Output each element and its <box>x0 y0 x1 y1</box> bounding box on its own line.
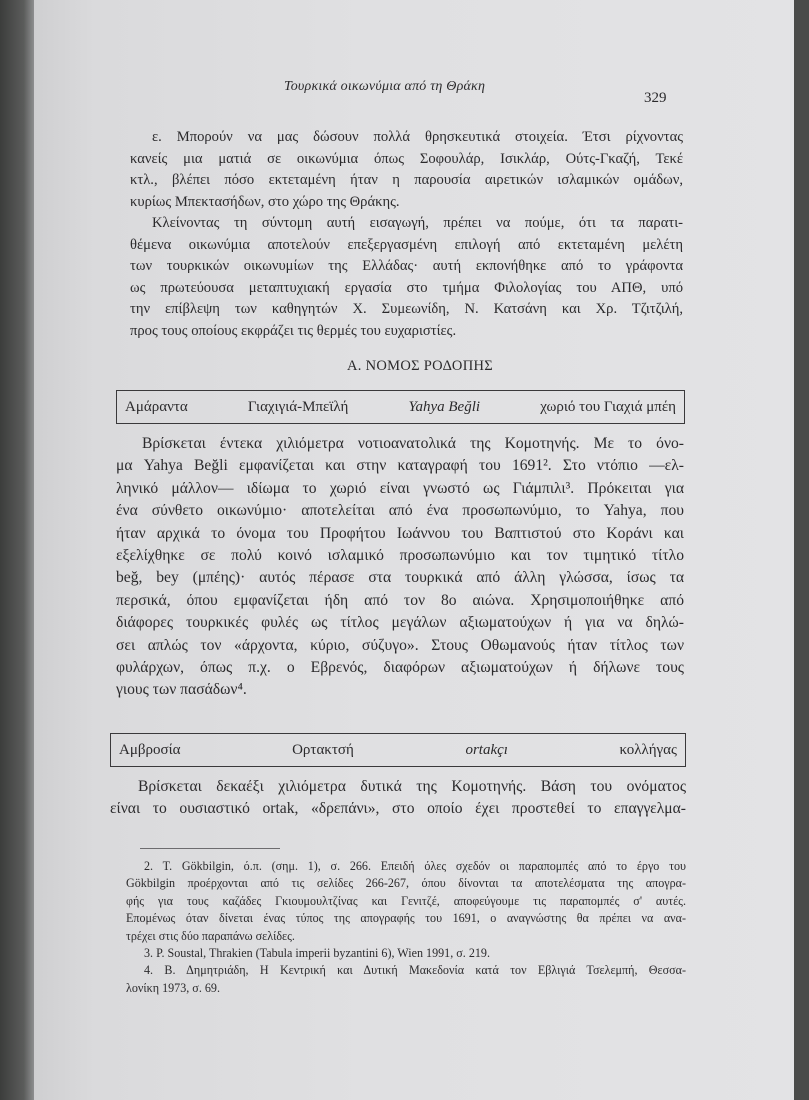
entry-2-body <box>110 776 686 821</box>
text-line: κτλ., βλέπει πόσο εκτεταμένη ήταν η παρουσία αιρετικών ισλαμικών ομάδων, <box>130 172 683 189</box>
footnote-separator <box>140 848 280 849</box>
footnote-line: Επομένως όταν δίνεται ένας τύπος της απογραφής του 1691, ο αναγνώστης θα πρέπει να ανα- <box>126 911 686 926</box>
section-title: Α. ΝΟΜΟΣ ΡΟΔΟΠΗΣ <box>347 358 493 374</box>
footnotes <box>126 858 686 997</box>
greek-transliteration: Γιαχιγιά-Μπεϊλή <box>247 398 349 415</box>
text-line: γιους των πασάδων⁴. <box>116 681 247 699</box>
text-line: Βρίσκεται έντεκα χιλιόμετρα νοτιοανατολικά της Κομοτηνής. Με το όνο- <box>142 435 684 452</box>
text-line: ληνικό μάλλον— ιδίωμα το χωριό είναι γνωστό ως Γιάμπιλι³. Πρόκειται για <box>116 479 684 497</box>
turkish-name: ortakçı <box>465 741 508 758</box>
text-line: Κλείνοντας τη σύντομη αυτή εισαγωγή, πρέπει να πούμε, ότι τα παρατι- <box>152 215 683 231</box>
text-line: ένα σύνθετο οικωνύμιο· αποτελείται από ένα προσωπωνύμιο, το Yahya, που <box>116 502 684 520</box>
running-head: Τουρκικά οικωνύμια από τη Θράκη <box>284 79 486 94</box>
page-number: 329 <box>644 90 667 106</box>
text-line: περσικά, όπου εμφανίζεται ήδη από τον 8ο αιώνα. Χρησιμοποιήθηκε από <box>116 591 684 609</box>
text-line: μα Yahya Beğli εμφανίζεται και στην καταγραφή του 1691². Στο ντόπιο —ελ- <box>116 457 684 475</box>
entry-header-box <box>116 390 685 424</box>
footnote-line: 4. Β. Δημητριάδη, Η Κεντρική και Δυτική Μακεδονία κατά τον Εβλιγιά Τσελεμπή, Θεσσα- <box>144 963 686 978</box>
entry-header-box <box>110 733 686 767</box>
intro-paragraph-1 <box>130 127 683 213</box>
text-line: εξελίχθηκε σε πολύ κοινό ισλαμικό προσωπωνύμιο και τον τιμητικό τίτλο <box>116 547 684 565</box>
text-line: είναι το ουσιαστικό ortak, «δρεπάνι», στο οποίο έχει προστεθεί το επαγγελμα- <box>110 800 686 818</box>
footnote-line: τρέχει στις δύο παραπάνω σελίδες. <box>126 928 295 943</box>
greek-transliteration: Ορτακτσή <box>292 741 354 758</box>
text-line: ως πρωτεύουσα μεταπτυχιακή εργασία στο τμήμα Φιλολογίας του ΑΠΘ, υπό <box>130 279 683 296</box>
modern-name: Αμάραντα <box>125 398 188 415</box>
turkish-name: Yahya Beğli <box>408 398 481 415</box>
modern-name: Αμβροσία <box>119 741 181 758</box>
text-line: θέμενα οικωνύμια αποτελούν επεξεργασμένη επιλογή από εκτεταμένη μελέτη <box>130 236 683 253</box>
text-line: σει απλώς τον «άρχοντα, κύριο, σύζυγο». Στους Οθωμανούς ήταν τίτλος των <box>116 636 684 654</box>
text-line: διάφορες τουρκικές φυλές ως τίτλος μεγάλων αξιωματούχων ή για να δηλώ- <box>116 614 684 632</box>
text-line: ήταν αρχικά το όνομα του Προφήτου Ιωάννου του Βαπτιστού στο Κοράνι και <box>116 524 684 542</box>
text-line: ε. Μπορούν να μας δώσουν πολλά θρησκευτικά στοιχεία. Έτσι ρίχνοντας <box>152 129 683 145</box>
intro-paragraph-2 <box>130 213 683 343</box>
text-line: Βρίσκεται δεκαέξι χιλιόμετρα δυτικά της Κομοτηνής. Βάση του ονόματος <box>138 778 686 795</box>
text-line: κανείς μια ματιά σε οικωνύμια όπως Σοφουλάρ, Ισικλάρ, Ούτς-Γκαζή, Τεκέ <box>130 150 683 167</box>
text-line: την επίβλεψη των καθηγητών Χ. Συμεωνίδη, Ν. Κατσάνη και Χρ. Τζιτζιλή, <box>130 301 683 318</box>
footnote-line: φής για τους καζάδες Γκιουμουλτζίνας και Γενιτζέ, αποφεύγουμε τις παραπομπές σ' αυτές. <box>126 893 686 908</box>
text-line: προς τους οποίους εκφράζει τις θερμές του ευχαριστίες. <box>130 322 457 339</box>
text-line: κυρίως Μπεκτασήδων, στο χώρο της Θράκης. <box>130 193 400 210</box>
text-line: των τουρκικών οικωνυμίων της Ελλάδας· αυτή εκπονήθηκε από το γράφοντα <box>130 258 683 275</box>
text-line: φυλάρχων, όπως π.χ. ο Εβρενός, διαφόρων αξιωματούχων ή δήλωνε τους <box>116 659 684 677</box>
meaning: χωριό του Γιαχιά μπέη <box>540 398 676 415</box>
book-gutter-shadow <box>0 0 34 1100</box>
entry-1-body <box>116 433 684 702</box>
footnote-line: Gökbilgin προέρχονται από τις σελίδες 266-267, όπου δίνονται τα αποτελέσματα της απογρα- <box>126 876 686 891</box>
text-line: beğ, bey (μπέης)· αυτός πέρασε στα τουρκικά από άλλη γλώσσα, ίσως τα <box>116 569 684 587</box>
footnote-line: 2. T. Gökbilgin, ό.π. (σημ. 1), σ. 266. Επειδή όλες σχεδόν οι παραπομπές από το έργο του <box>144 859 686 873</box>
footnote-line: 3. P. Soustal, Thrakien (Tabula imperii byzantini 6), Wien 1991, σ. 219. <box>144 946 490 961</box>
footnote-line: λονίκη 1973, σ. 69. <box>126 980 220 995</box>
meaning: κολλήγας <box>619 741 677 758</box>
